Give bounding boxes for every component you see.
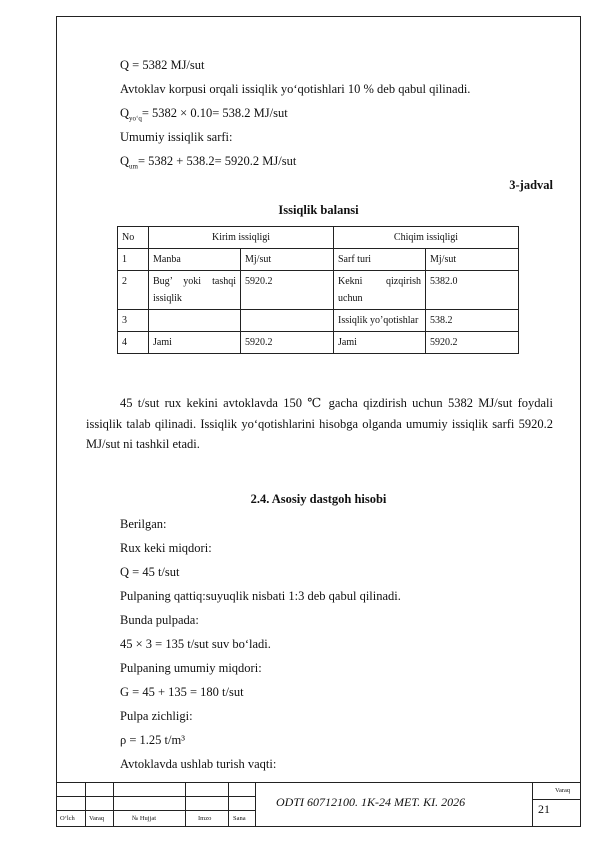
stamp-label-imzo: Imzo — [198, 815, 212, 822]
title-block — [56, 782, 581, 827]
stamp-label-sana: Sana — [233, 815, 246, 822]
calc-line: Pulpaning qattiq:suyuqlik nisbati 1:3 deb qabul qilinadi. — [120, 589, 401, 603]
calc-line: Q = 45 t/sut — [120, 565, 180, 579]
table-header-expense: Chiqim issiqligi — [334, 227, 519, 249]
stamp-label-olch: O‘lch — [60, 815, 75, 822]
table-row: 2 Bug’ yoki tashqi issiqlik 5920.2 Kekni qizqirish uchun 5382.0 — [118, 271, 519, 310]
text-line-total-heat: Umumiy issiqlik sarfi: — [120, 130, 233, 144]
table-number: 3-jadval — [509, 178, 553, 192]
stamp-label-hujjat: № Hujjat — [132, 815, 157, 822]
table-header-row — [118, 227, 519, 249]
calc-line: Pulpa zichligi: — [120, 709, 193, 723]
sheet-label: Varaq — [555, 787, 571, 794]
document-code: ODTI 60712100. 1K-24 MET. KI. 2026 — [276, 795, 466, 809]
calc-line: Pulpaning umumiy miqdori: — [120, 661, 262, 675]
table-header-income: Kirim issiqligi — [149, 227, 334, 249]
calc-line: Berilgan: — [120, 517, 167, 531]
formula-total: $Q_{um}= 5382 + 538.2= 5920.2$ MJ/sut — [120, 154, 297, 171]
summary-paragraph: 45 t/sut rux kekini avtoklavda 150 ℃ gacha qizdirish uchun 5382 MJ/sut foydali issiqlik talab qilinadi. Issiqlik yo‘qotishlarini hisobga olganda umumiy issiqlik sarfi 5920.2 MJ/sut ni tashkil etadi. — [86, 396, 553, 451]
table-row: 3 Issiqlik yo’qotishlar 538.2 — [118, 310, 519, 332]
heat-balance-table — [117, 226, 519, 354]
sheet-number: 21 — [538, 802, 550, 816]
table-title: Issiqlik balansi — [278, 203, 359, 217]
calc-line: Rux keki miqdori: — [120, 541, 212, 555]
section-title: 2.4. Asosiy dastgoh hisobi — [250, 492, 387, 506]
table-row: 1 Manba Mj/sut Sarf turi Mj/sut — [118, 249, 519, 271]
table-row: 4 Jami 5920.2 Jami 5920.2 — [118, 332, 519, 354]
calc-line: ρ = 1.25 t/m³ — [120, 733, 185, 747]
calc-line: 45 × 3 = 135 t/sut suv bo‘ladi. — [120, 637, 271, 651]
text-line-loss-assumption: Avtoklav korpusi orqali issiqlik yo‘qotishlari 10 % deb qabul qilinadi. — [120, 82, 471, 96]
stamp-label-varaq: Varaq — [89, 815, 105, 822]
text-line-heat: Q = 5382 MJ/sut — [120, 58, 205, 72]
formula-loss: $Q_{yo‘q}= 5382 \times 0.10= 538.2$ MJ/sut — [120, 106, 288, 123]
calc-line: Bunda pulpada: — [120, 613, 199, 627]
calc-line: Avtoklavda ushlab turish vaqti: — [120, 757, 277, 771]
table-header-no: No — [118, 227, 149, 249]
calc-line: G = 45 + 135 = 180 t/sut — [120, 685, 244, 699]
